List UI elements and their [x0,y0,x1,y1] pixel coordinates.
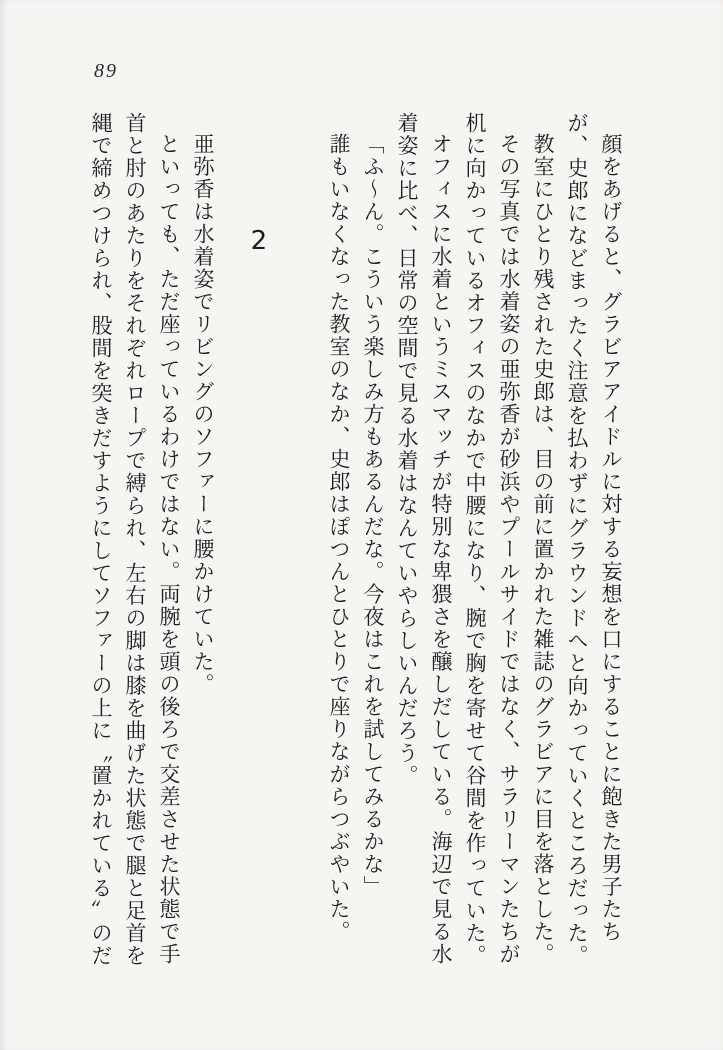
paragraph: その写真では水着姿の亜弥香が砂浜やプールサイドではなく、サラリーマンたちが机に向かっているオフィスのなかで中腰になり、腕で胸を寄せて谷間を作っていた。 [463,112,521,967]
section-break [220,112,322,972]
paragraph: オフィスに水着というミスマッチが特別な卑猥さを醸しだしている。海辺で見る水着姿に比べ、日常の空間で見る水着はなんていやらしいんだろう。 [395,112,453,966]
section-number: 2 [250,226,268,256]
text-area [72,112,628,972]
paragraph: 誰もいなくなった教室のなか、史郎はぽつんとひとりで座りながらつぶやいた。 [327,133,351,943]
paragraph: といっても、ただ座っているわけではない。両腕を頭の後ろで交差させた状態で手首と肘のあたりをそれぞれロープで縛られ、左右の脚は膝を曲げた状態で腿と足首を縄で締めつけられ、股間を突きだすようにしてソファーの上に〝置かれている〞のだ [89,112,181,967]
paragraph: 顔をあげると、グラビアアイドルに対する妄想を口にすることに飽きた男子たちが、史郎になどまったく注意を払わずにグラウンドへと向かっていくところだった。 [565,112,623,967]
page-number: 89 [94,60,118,82]
paragraph: 亜弥香は水着姿でリビングのソファーに腰かけていた。 [191,133,215,696]
paragraph-dialogue: 「ふ～ん。こういう楽しみ方もあるんだな。今夜はこれを試してみるかな」 [361,133,385,898]
paragraph: 教室にひとり残された史郎は、目の前に置かれた雑誌のグラビアに目を落とした。 [531,133,555,966]
